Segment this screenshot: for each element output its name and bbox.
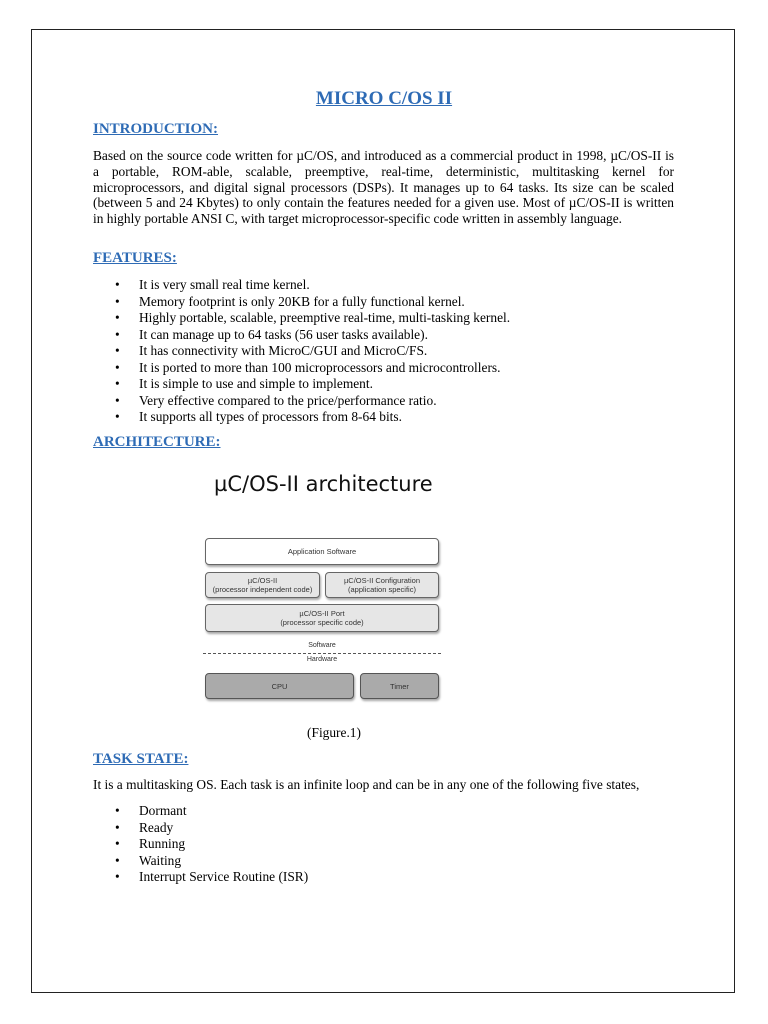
- cpu-label: CPU: [271, 681, 288, 691]
- architecture-heading: ARCHITECTURE:: [93, 434, 221, 450]
- architecture-diagram-title: µC/OS-II architecture: [214, 472, 433, 496]
- timer-label: Timer: [390, 681, 409, 691]
- os-port-sublabel: (processor specific code): [280, 618, 364, 627]
- task-state-paragraph: It is a multitasking OS. Each task is an infinite loop and can be in any one of the following five states,: [93, 777, 640, 792]
- feature-item: • It is simple to use and simple to implement.: [93, 376, 510, 393]
- hardware-label: Hardware: [306, 656, 338, 663]
- os-core-sublabel: (processor independent code): [212, 585, 313, 594]
- feature-item: • Highly portable, scalable, preemptive real-time, multi-tasking kernel.: [93, 310, 510, 327]
- task-state-list: [93, 803, 308, 886]
- feature-item: • It can manage up to 64 tasks (56 user tasks available).: [93, 327, 510, 344]
- software-hardware-divider: [203, 653, 441, 654]
- software-label: Software: [308, 642, 336, 649]
- application-software-box: [205, 538, 439, 565]
- os-core-label: µC/OS-II: [247, 576, 278, 585]
- os-port-box: [205, 604, 439, 632]
- feature-item: • Very effective compared to the price/performance ratio.: [93, 393, 510, 410]
- timer-box: [360, 673, 439, 699]
- feature-item: • It has connectivity with MicroC/GUI and MicroC/FS.: [93, 343, 510, 360]
- os-config-sublabel: (application specific): [348, 585, 416, 594]
- os-config-box: [325, 572, 439, 598]
- task-state-heading: TASK STATE:: [93, 751, 189, 767]
- document-title: MICRO C/OS II: [315, 88, 453, 109]
- feature-item: • It supports all types of processors from 8-64 bits.: [93, 409, 510, 426]
- task-state-item: • Running: [93, 836, 308, 853]
- features-list: [93, 277, 510, 426]
- feature-item: • It is ported to more than 100 microprocessors and microcontrollers.: [93, 360, 510, 377]
- features-heading: FEATURES:: [93, 250, 177, 266]
- introduction-heading: INTRODUCTION:: [93, 121, 219, 137]
- task-state-item: • Dormant: [93, 803, 308, 820]
- task-state-item: • Ready: [93, 820, 308, 837]
- feature-item: • It is very small real time kernel.: [93, 277, 510, 294]
- os-port-label: µC/OS-II Port: [299, 609, 345, 618]
- cpu-box: [205, 673, 354, 699]
- os-core-box: [205, 572, 320, 598]
- application-software-label: Application Software: [287, 547, 357, 556]
- task-state-item: • Waiting: [93, 853, 308, 870]
- feature-item: • Memory footprint is only 20KB for a fully functional kernel.: [93, 294, 510, 311]
- os-config-label: µC/OS-II Configuration: [343, 576, 421, 585]
- introduction-paragraph: Based on the source code written for µC/OS, and introduced as a commercial product in 1998, µC/OS-II is a portable, ROM-able, scalable, preemptive, real-time, deterministic, multitasking kernel for microprocessors, and digital signal processors (DSPs). It manages up to 64 tasks. Its size can be scaled (between 5 and 24 Kbytes) to only contain the features needed for a given use. Most of µC/OS-II is written in highly portable ANSI C, with target microprocessor-specific code written in assembly language.: [93, 148, 674, 227]
- task-state-item: • Interrupt Service Routine (ISR): [93, 869, 308, 886]
- figure-caption: (Figure.1): [307, 725, 361, 740]
